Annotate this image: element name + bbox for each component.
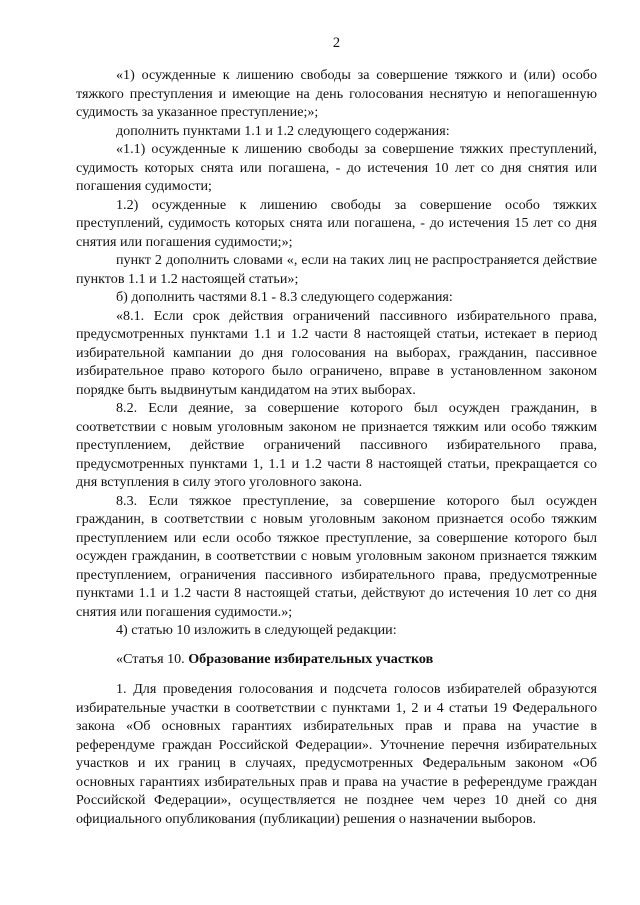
- article-heading-title: Образование избирательных участков: [188, 650, 434, 667]
- paragraph-point-2-addition: пункт 2 дополнить словами «, если на таких лиц не распространяется действие пунктов 1.1 и 1.2 настоящей статьи»;: [76, 252, 597, 287]
- article-heading-prefix: «Статья 10.: [116, 650, 189, 667]
- paragraph-part-8-2: 8.2. Если деяние, за совершение которого был осужден гражданин, в соответствии с новым уголовным законом не признается тяжким или особо тяжким преступлением, действие ограничений пассивного избирательного права, предусмотренных пунктами 1, 1.1 и 1.2 части 8 настоящей статьи, прекращается со дня вступления в силу этого уголовного закона.: [76, 400, 597, 490]
- paragraph-1-1-convicted: «1) осужденные к лишению свободы за совершение тяжкого и (или) особо тяжкого преступления и имеющие на день голосования неснятую и непогашенную судимость за указанное преступление;»;: [76, 67, 597, 120]
- document-body: [76, 66, 597, 828]
- article-heading: [76, 650, 597, 669]
- paragraph-article-10-intro: 4) статью 10 изложить в следующей редакции:: [116, 622, 397, 638]
- paragraph-part-8-1: «8.1. Если срок действия ограничений пассивного избирательного права, предусмотренных пунктами 1.1 и 1.2 части 8 настоящей статьи, истекает в период избирательной кампании до дня голосования на выборах, гражданин, пассивное избирательное право которого было ограничено, вправе в установленном законом порядке быть выдвинутым кандидатом на этих выборах.: [76, 307, 597, 398]
- paragraph-article-10-part-1: 1. Для проведения голосования и подсчета голосов избирателей образуются избирательные участки в соответствии с пунктами 1, 2 и 4 статьи 19 Федерального закона «Об основных гарантиях избирательных прав и права на участие в референдуме граждан Российской Федерации». Уточнение перечня избирательных участков и их границ в случаях, предусмотренных Федеральным законом «Об основных гарантиях избирательных прав и права на участие в референдуме граждан Российской Федерации», осуществляется не позднее чем через 10 дней со дня официального опубликования (публикации) решения о назначении выборов.: [76, 681, 597, 827]
- paragraph-add-points: дополнить пунктами 1.1 и 1.2 следующего содержания:: [116, 122, 450, 139]
- paragraph-part-8-3: 8.3. Если тяжкое преступление, за совершение которого был осужден гражданин, в соответствии с новым уголовным законом признается особо тяжким преступлением или если особо тяжкое преступление, за совершение которого был осужден гражданин, в соответствии с новым уголовным законом признается тяжким преступлением, ограничения пассивного избирательного права, предусмотренные пунктами 1.1 и 1.2 части 8 настоящей статьи, действуют до истечения 10 лет со дня снятия или погашения судимости.»;: [76, 492, 597, 620]
- paragraph-add-parts: б) дополнить частями 8.1 - 8.3 следующего содержания:: [116, 289, 453, 305]
- paragraph-point-1-2: 1.2) осужденные к лишению свободы за совершение особо тяжких преступлений, судимость которых снята или погашена, - до истечения 15 лет со дня снятия или погашения судимости;»;: [76, 196, 597, 250]
- page-number: 2: [332, 35, 341, 51]
- paragraph-point-1-1: «1.1) осужденные к лишению свободы за совершение тяжких преступлений, судимость которых снята или погашена, - до истечения 10 лет со дня снятия или погашения судимости;: [76, 141, 597, 194]
